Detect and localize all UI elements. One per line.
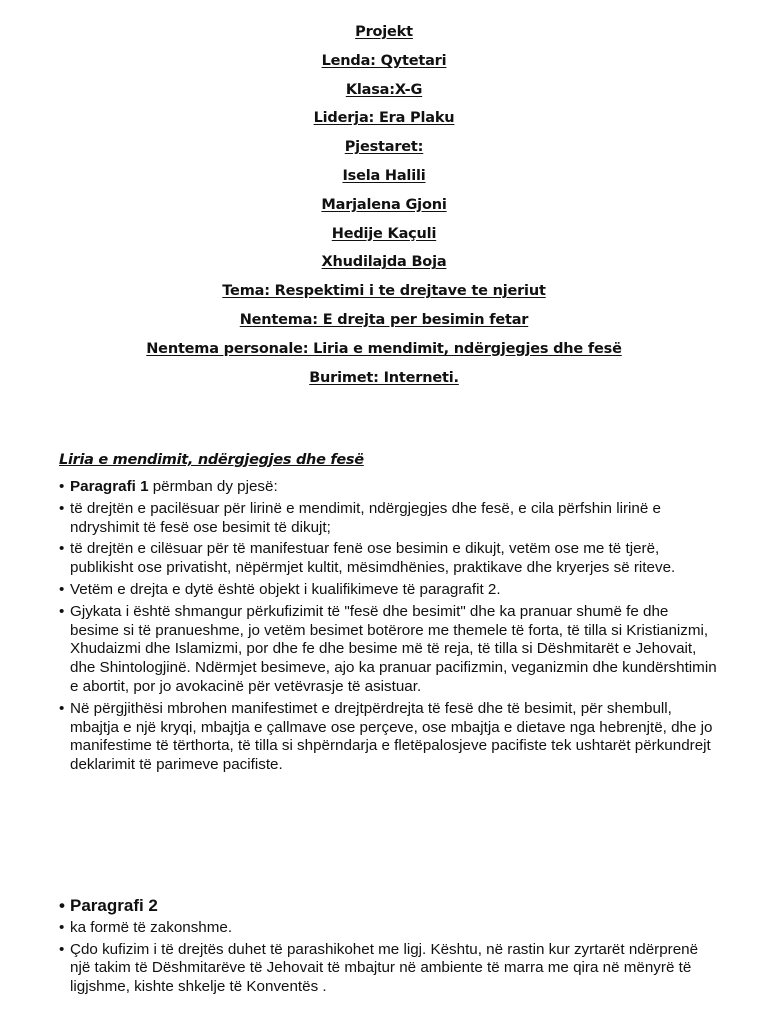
project-header	[0, 20, 768, 394]
header-theme: Tema: Respektimi i te drejtave te njeriut	[222, 283, 546, 300]
header-leader: Liderja: Era Plaku	[313, 110, 455, 127]
header-personal-subtheme: Nentema personale: Liria e mendimit, ndërgjegjes dhe fesë	[146, 340, 622, 357]
header-subtheme: Nentema: E drejta per besimin fetar	[239, 311, 529, 328]
header-project: Projekt	[355, 24, 413, 40]
header-members-label: Pjestaret:	[344, 139, 424, 156]
list-item: • të drejtën e cilësuar për të manifestuar fenë ose besimin e dikujt, vetëm ose me të tjerë, publikisht ose privatisht, nëpërmjet kultit, mësimdhënies, praktikave dhe kryerjes së riteve.	[59, 540, 719, 578]
header-member-2: Marjalena Gjoni	[321, 196, 447, 213]
header-member-3: Hedije Kaçuli	[331, 225, 437, 242]
paragraph-1-list	[59, 478, 719, 778]
list-item	[59, 478, 719, 497]
list-item: • ka formë të zakonshme.	[59, 919, 719, 938]
list-item: • Në përgjithësi mbrohen manifestimet e drejtpërdrejta të fesë dhe të besimit, për shembull, mbajtja e një kryqi, mbajtja e çallmave ose perçeve, ose mbajtja e dietave nga hebrenjtë, dhe jo manifestime të tërthorta, të tilla si shpërndarja e fletëpalosjeve pacifiste tek ushtarët përkundrejt deklarimit të parimeve pacifiste.	[59, 700, 719, 775]
header-subject: Lenda: Qytetari	[321, 52, 447, 69]
list-item: • Vetëm e drejta e dytë është objekt i kualifikimeve të paragrafit 2.	[59, 581, 719, 600]
list-item: • Gjykata i është shmangur përkufizimit të "fesë dhe besimit" dhe ka pranuar shumë fe dhe besime si të pranueshme, jo vetëm besimet botërore me themele të forta, të tilla si Kristianizmi, Xhudaizmi dhe Islamizmi, por dhe fe dhe besime më të reja, të tilla si Dëshmitarët e Jehovait, dhe Shintologjinë. Ndërmjet besimeve, ajo ka pranuar pacifizmin, veganizmin dhe kundërshtimin e abortit, por jo avokacinë për vetëvrasje të asistuar.	[59, 603, 719, 697]
header-class: Klasa:X-G	[345, 81, 423, 98]
paragraph-2-heading: • Paragrafi 2	[59, 897, 719, 916]
list-item: • të drejtën e pacilësuar për lirinë e mendimit, ndërgjegjes dhe fesë, e cila përfshin lirinë e ndryshimit të fesë ose besimit të dikujt;	[59, 500, 719, 538]
paragraph-1-label: Paragrafi 1	[70, 478, 149, 495]
paragraph-2-list	[59, 897, 719, 1000]
header-member-1: Isela Halili	[342, 167, 426, 184]
header-sources: Burimet: Interneti.	[309, 369, 459, 386]
list-item: • Çdo kufizim i të drejtës duhet të parashikohet me ligj. Kështu, në rastin kur zyrtarët ndërprenë një takim të Dëshmitarëve të Jehovait të mbajtur në ambiente të marra me qira në mënyrë të ligjshme, kishte shkelje të Konventës .	[59, 941, 719, 997]
section-title: Liria e mendimit, ndërgjegjes dhe fesë	[59, 452, 364, 468]
header-member-4: Xhudilajda Boja	[321, 254, 447, 271]
paragraph-1-intro: përmban dy pjesë:	[148, 478, 278, 495]
